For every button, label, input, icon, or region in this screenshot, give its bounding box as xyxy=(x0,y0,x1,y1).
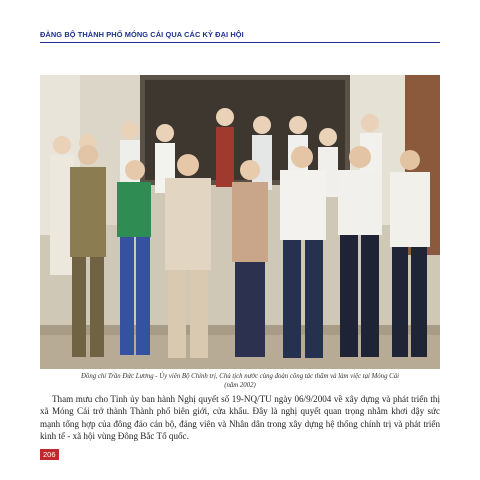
group-photo xyxy=(40,75,440,369)
body-text xyxy=(40,393,440,443)
caption-line-1: Đồng chí Trần Đức Lương - Ủy viên Bộ Chính trị, Chủ tịch nước cùng đoàn công tác thăm và làm việc tại Móng Cái xyxy=(81,373,399,380)
page-number: 206 xyxy=(40,449,59,460)
body-paragraph: Tham mưu cho Tỉnh ủy ban hành Nghị quyết số 19-NQ/TU ngày 06/9/2004 về xây dựng và phát triển thị xã Móng Cái trở thành Thành phố biên giới, cửa khẩu. Đây là nghị quyết quan trọng nhằm khơi dậy sức mạnh tổng hợp của đông đảo cán bộ, đảng viên và Nhân dân trong xây dựng hệ thống chính trị và phát triển kinh tế - xã hội vùng Đông Bắc Tổ quốc. xyxy=(40,394,440,442)
header-divider xyxy=(40,42,440,43)
group-photo-illustration xyxy=(40,75,440,369)
caption-line-2: (năm 2002) xyxy=(224,382,256,389)
running-header: ĐẢNG BỘ THÀNH PHỐ MÓNG CÁI QUA CÁC KỲ ĐẠI HỘI xyxy=(40,30,244,39)
photo-caption xyxy=(40,372,440,390)
